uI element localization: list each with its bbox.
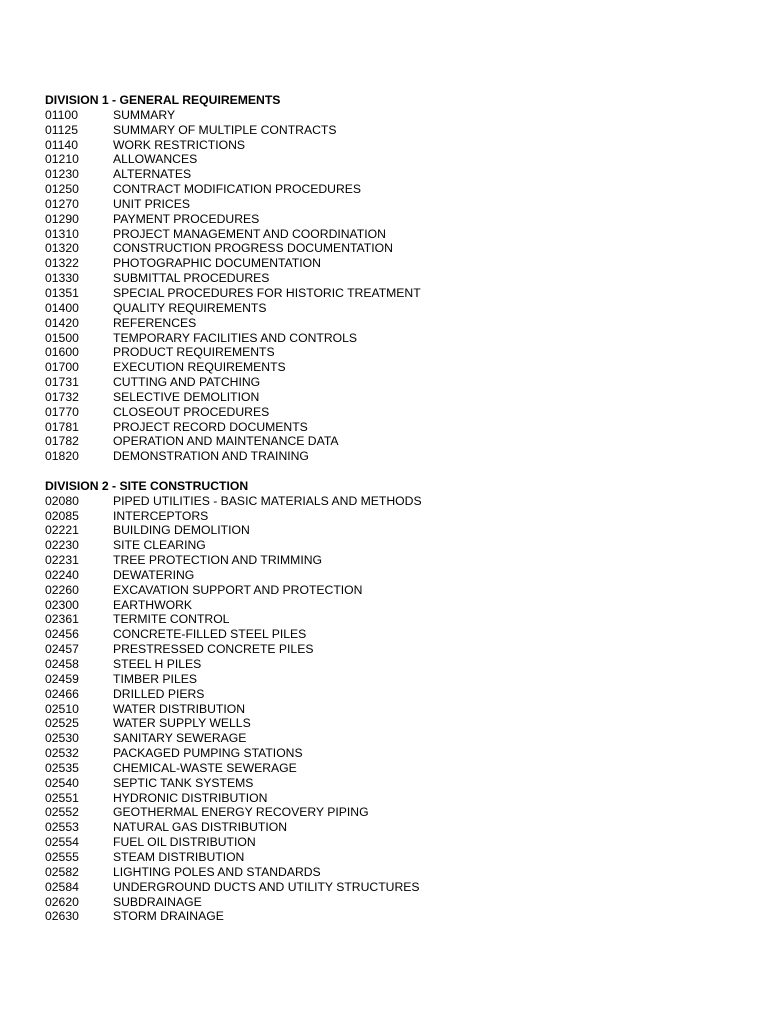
division-block <box>45 93 745 464</box>
section-name: INTERCEPTORS <box>113 508 209 523</box>
section-name: TEMPORARY FACILITIES AND CONTROLS <box>113 330 358 345</box>
section-name: FUEL OIL DISTRIBUTION <box>113 835 256 850</box>
section-row <box>45 612 745 627</box>
section-code: 02554 <box>45 835 79 850</box>
section-code: 02530 <box>45 731 79 746</box>
section-row <box>45 390 745 405</box>
section-name: SITE CLEARING <box>113 538 206 553</box>
section-name: PACKAGED PUMPING STATIONS <box>113 746 303 761</box>
section-name: STEEL H PILES <box>113 657 202 672</box>
section-row <box>45 702 745 717</box>
section-name: SUBMITTAL PROCEDURES <box>113 271 270 286</box>
section-row <box>45 449 745 464</box>
section-name: ALLOWANCES <box>113 152 198 167</box>
section-name: UNIT PRICES <box>113 196 190 211</box>
section-code: 01781 <box>45 419 79 434</box>
section-row <box>45 152 745 167</box>
section-row <box>45 895 745 910</box>
section-code: 01230 <box>45 167 79 182</box>
section-row <box>45 865 745 880</box>
section-row <box>45 345 745 360</box>
section-name: WORK RESTRICTIONS <box>113 137 246 152</box>
division-block <box>45 479 745 924</box>
section-code: 01782 <box>45 434 79 449</box>
section-name: SPECIAL PROCEDURES FOR HISTORIC TREATMENT <box>113 285 421 300</box>
section-name: SUMMARY OF MULTIPLE CONTRACTS <box>113 122 337 137</box>
section-row <box>45 880 745 895</box>
section-name: HYDRONIC DISTRIBUTION <box>113 790 268 805</box>
section-row <box>45 805 745 820</box>
section-code: 02630 <box>45 909 79 924</box>
section-code: 02584 <box>45 879 79 894</box>
section-row <box>45 716 745 731</box>
section-code: 02551 <box>45 790 79 805</box>
section-name: WATER SUPPLY WELLS <box>113 716 251 731</box>
section-row <box>45 227 745 242</box>
section-name: UNDERGROUND DUCTS AND UTILITY STRUCTURES <box>113 879 420 894</box>
section-name: EARTHWORK <box>113 597 192 612</box>
section-code: 02080 <box>45 493 79 508</box>
section-code: 02457 <box>45 642 79 657</box>
section-row <box>45 538 745 553</box>
section-code: 01125 <box>45 122 78 137</box>
section-code: 01500 <box>45 330 79 345</box>
section-code: 02300 <box>45 597 79 612</box>
section-name: SELECTIVE DEMOLITION <box>113 389 260 404</box>
section-row <box>45 360 745 375</box>
section-code: 01210 <box>45 152 79 167</box>
section-code: 01290 <box>45 211 79 226</box>
section-code: 01270 <box>45 196 79 211</box>
section-code: 01400 <box>45 300 79 315</box>
section-row <box>45 583 745 598</box>
section-code: 01732 <box>45 389 79 404</box>
section-row <box>45 434 745 449</box>
section-name: SEPTIC TANK SYSTEMS <box>113 775 254 790</box>
section-name: STEAM DISTRIBUTION <box>113 849 245 864</box>
section-name: WATER DISTRIBUTION <box>113 701 246 716</box>
section-code: 02555 <box>45 849 79 864</box>
section-name: CLOSEOUT PROCEDURES <box>113 404 270 419</box>
section-row <box>45 123 745 138</box>
section-code: 01320 <box>45 241 79 256</box>
section-row <box>45 850 745 865</box>
section-code: 01420 <box>45 315 79 330</box>
section-row <box>45 523 745 538</box>
section-name: REFERENCES <box>113 315 197 330</box>
section-row <box>45 509 745 524</box>
section-name: PROJECT RECORD DOCUMENTS <box>113 419 308 434</box>
section-code: 02525 <box>45 716 79 731</box>
section-row <box>45 553 745 568</box>
section-code: 01351 <box>45 285 79 300</box>
section-code: 02458 <box>45 657 79 672</box>
section-row <box>45 820 745 835</box>
section-row <box>45 568 745 583</box>
section-name: TERMITE CONTROL <box>113 612 230 627</box>
section-row <box>45 420 745 435</box>
section-row <box>45 835 745 850</box>
section-code: 02535 <box>45 760 79 775</box>
section-row <box>45 316 745 331</box>
section-name: TREE PROTECTION AND TRIMMING <box>113 553 323 568</box>
section-code: 02582 <box>45 864 79 879</box>
section-row <box>45 731 745 746</box>
section-code: 02532 <box>45 746 79 761</box>
section-name: CHEMICAL-WASTE SEWERAGE <box>113 760 297 775</box>
section-name: CUTTING AND PATCHING <box>113 375 261 390</box>
section-code: 02552 <box>45 805 79 820</box>
section-code: 01330 <box>45 271 79 286</box>
section-row <box>45 909 745 924</box>
section-name: PRESTRESSED CONCRETE PILES <box>113 642 314 657</box>
section-index <box>45 93 745 939</box>
section-name: ALTERNATES <box>113 167 192 182</box>
section-row <box>45 405 745 420</box>
section-code: 02221 <box>45 523 79 538</box>
section-row <box>45 375 745 390</box>
section-code: 02085 <box>45 508 79 523</box>
section-row <box>45 167 745 182</box>
section-name: OPERATION AND MAINTENANCE DATA <box>113 434 339 449</box>
section-row <box>45 627 745 642</box>
section-code: 02231 <box>45 553 79 568</box>
section-row <box>45 256 745 271</box>
section-name: LIGHTING POLES AND STANDARDS <box>113 864 321 879</box>
section-code: 02540 <box>45 775 79 790</box>
section-name: PRODUCT REQUIREMENTS <box>113 345 275 360</box>
section-name: EXCAVATION SUPPORT AND PROTECTION <box>113 582 363 597</box>
section-code: 02459 <box>45 671 79 686</box>
section-code: 02466 <box>45 686 79 701</box>
section-row <box>45 791 745 806</box>
section-name: CONCRETE-FILLED STEEL PILES <box>113 627 307 642</box>
section-code: 02260 <box>45 582 79 597</box>
section-row <box>45 598 745 613</box>
section-name: DEMONSTRATION AND TRAINING <box>113 449 309 464</box>
section-name: CONTRACT MODIFICATION PROCEDURES <box>113 182 362 197</box>
section-name: GEOTHERMAL ENERGY RECOVERY PIPING <box>113 805 369 820</box>
division-title: DIVISION 1 - GENERAL REQUIREMENTS <box>45 93 281 107</box>
section-name: NATURAL GAS DISTRIBUTION <box>113 820 288 835</box>
section-name: PROJECT MANAGEMENT AND COORDINATION <box>113 226 386 241</box>
section-row <box>45 271 745 286</box>
section-row <box>45 672 745 687</box>
section-row <box>45 746 745 761</box>
section-row <box>45 197 745 212</box>
section-row <box>45 657 745 672</box>
section-code: 02230 <box>45 538 79 553</box>
section-name: SUMMARY <box>113 107 176 122</box>
section-name: EXECUTION REQUIREMENTS <box>113 360 286 375</box>
section-name: DRILLED PIERS <box>113 686 205 701</box>
section-row <box>45 212 745 227</box>
section-row <box>45 286 745 301</box>
section-name: PIPED UTILITIES - BASIC MATERIALS AND METHODS <box>113 493 422 508</box>
section-code: 01250 <box>45 182 79 197</box>
section-row <box>45 642 745 657</box>
section-code: 02620 <box>45 894 79 909</box>
section-code: 02553 <box>45 820 79 835</box>
section-code: 01770 <box>45 404 79 419</box>
section-name: TIMBER PILES <box>113 671 197 686</box>
section-code: 02240 <box>45 567 79 582</box>
section-code: 02361 <box>45 612 79 627</box>
section-row <box>45 301 745 316</box>
section-name: QUALITY REQUIREMENTS <box>113 300 267 315</box>
section-row <box>45 761 745 776</box>
section-code: 01322 <box>45 256 79 271</box>
section-code: 01700 <box>45 360 79 375</box>
section-code: 02510 <box>45 701 79 716</box>
section-code: 01820 <box>45 449 79 464</box>
section-code: 01100 <box>45 107 78 122</box>
section-name: STORM DRAINAGE <box>113 909 224 924</box>
section-code: 01731 <box>45 375 79 390</box>
section-row <box>45 776 745 791</box>
section-name: PHOTOGRAPHIC DOCUMENTATION <box>113 256 321 271</box>
section-code: 01140 <box>45 137 78 152</box>
section-name: PAYMENT PROCEDURES <box>113 211 260 226</box>
section-name: CONSTRUCTION PROGRESS DOCUMENTATION <box>113 241 393 256</box>
section-row <box>45 687 745 702</box>
section-name: DEWATERING <box>113 567 195 582</box>
section-name: SUBDRAINAGE <box>113 894 202 909</box>
section-code: 02456 <box>45 627 79 642</box>
section-name: BUILDING DEMOLITION <box>113 523 250 538</box>
section-name: SANITARY SEWERAGE <box>113 731 247 746</box>
section-row <box>45 182 745 197</box>
section-row <box>45 331 745 346</box>
section-code: 01310 <box>45 226 79 241</box>
section-row <box>45 108 745 123</box>
section-row <box>45 138 745 153</box>
section-code: 01600 <box>45 345 79 360</box>
section-row <box>45 494 745 509</box>
section-row <box>45 241 745 256</box>
division-title: DIVISION 2 - SITE CONSTRUCTION <box>45 478 249 493</box>
